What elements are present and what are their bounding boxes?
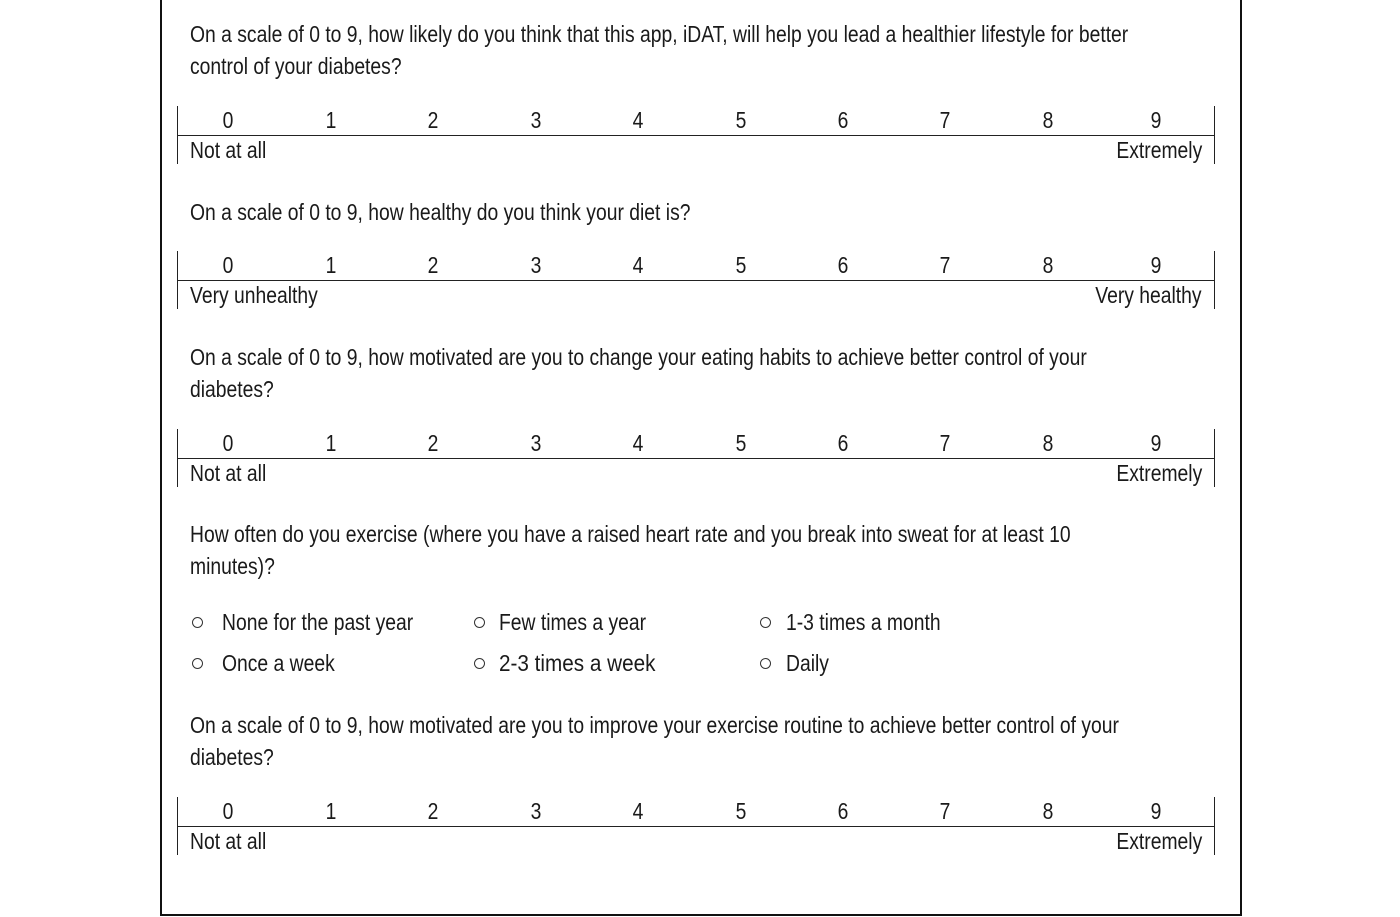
- scale-value-2[interactable]: 2: [427, 107, 439, 133]
- scale-value-7[interactable]: 7: [939, 252, 951, 278]
- scale-value-9[interactable]: 9: [1150, 107, 1162, 133]
- scale-value-7[interactable]: 7: [939, 798, 951, 824]
- scale-value-4[interactable]: 4: [632, 252, 644, 278]
- scale-max-label: Extremely: [1116, 828, 1202, 854]
- scale-value-0[interactable]: 0: [222, 252, 234, 278]
- scale-value-2[interactable]: 2: [427, 252, 439, 278]
- scale-max-label: Extremely: [1116, 137, 1202, 163]
- option-label: Few times a year: [499, 609, 647, 635]
- radio-icon[interactable]: [474, 658, 485, 669]
- scale-value-5[interactable]: 5: [735, 430, 747, 456]
- question-4-text: minutes)?: [190, 553, 275, 579]
- scale-value-0[interactable]: 0: [222, 798, 234, 824]
- scale-value-1[interactable]: 1: [325, 252, 337, 278]
- radio-icon[interactable]: [474, 617, 485, 628]
- scale-line: [177, 280, 1215, 281]
- scale-value-5[interactable]: 5: [735, 798, 747, 824]
- scale-max-label: Extremely: [1116, 460, 1202, 486]
- question-1-text: control of your diabetes?: [190, 53, 402, 79]
- radio-icon[interactable]: [760, 658, 771, 669]
- scale-max-label: Very healthy: [1095, 282, 1202, 308]
- scale-value-8[interactable]: 8: [1042, 798, 1054, 824]
- scale-value-3[interactable]: 3: [530, 252, 542, 278]
- radio-icon[interactable]: [192, 617, 203, 628]
- scale-value-1[interactable]: 1: [325, 107, 337, 133]
- scale-value-9[interactable]: 9: [1150, 430, 1162, 456]
- question-5-text: On a scale of 0 to 9, how motivated are you to improve your exercise routine to achieve better control of your: [190, 712, 1119, 738]
- option-label: 1-3 times a month: [786, 609, 941, 635]
- scale-line: [177, 826, 1215, 827]
- question-4-text: How often do you exercise (where you have a raised heart rate and you break into sweat for at least 10: [190, 521, 1071, 547]
- rating-scale-q1[interactable]: [177, 106, 1215, 164]
- scale-value-8[interactable]: 8: [1042, 252, 1054, 278]
- option-label: Once a week: [222, 650, 335, 676]
- scale-value-8[interactable]: 8: [1042, 107, 1054, 133]
- scale-value-6[interactable]: 6: [837, 252, 849, 278]
- radio-icon[interactable]: [760, 617, 771, 628]
- scale-min-label: Not at all: [190, 828, 267, 854]
- scale-value-1[interactable]: 1: [325, 798, 337, 824]
- question-5-text: diabetes?: [190, 744, 274, 770]
- scale-value-5[interactable]: 5: [735, 252, 747, 278]
- scale-value-0[interactable]: 0: [222, 430, 234, 456]
- scale-value-7[interactable]: 7: [939, 107, 951, 133]
- scale-value-2[interactable]: 2: [427, 798, 439, 824]
- scale-value-3[interactable]: 3: [530, 430, 542, 456]
- question-3-text: On a scale of 0 to 9, how motivated are you to change your eating habits to achieve better control of your: [190, 344, 1087, 370]
- scale-value-3[interactable]: 3: [530, 107, 542, 133]
- rating-scale-q2[interactable]: [177, 251, 1215, 309]
- scale-value-6[interactable]: 6: [837, 798, 849, 824]
- scale-value-8[interactable]: 8: [1042, 430, 1054, 456]
- scale-value-6[interactable]: 6: [837, 430, 849, 456]
- scale-min-label: Not at all: [190, 137, 267, 163]
- question-3-text: diabetes?: [190, 376, 274, 402]
- scale-value-4[interactable]: 4: [632, 107, 644, 133]
- scale-value-9[interactable]: 9: [1150, 798, 1162, 824]
- rating-scale-q3[interactable]: [177, 429, 1215, 487]
- scale-value-1[interactable]: 1: [325, 430, 337, 456]
- radio-icon[interactable]: [192, 658, 203, 669]
- scale-value-6[interactable]: 6: [837, 107, 849, 133]
- option-label: 2-3 times a week: [499, 650, 656, 676]
- scale-value-0[interactable]: 0: [222, 107, 234, 133]
- scale-line: [177, 135, 1215, 136]
- scale-value-9[interactable]: 9: [1150, 252, 1162, 278]
- option-label: Daily: [786, 650, 829, 676]
- scale-value-4[interactable]: 4: [632, 430, 644, 456]
- rating-scale-q5[interactable]: [177, 797, 1215, 855]
- question-2-text: On a scale of 0 to 9, how healthy do you think your diet is?: [190, 199, 691, 225]
- scale-value-5[interactable]: 5: [735, 107, 747, 133]
- option-label: None for the past year: [222, 609, 414, 635]
- scale-min-label: Not at all: [190, 460, 267, 486]
- scale-line: [177, 458, 1215, 459]
- scale-value-4[interactable]: 4: [632, 798, 644, 824]
- scale-value-7[interactable]: 7: [939, 430, 951, 456]
- scale-min-label: Very unhealthy: [190, 282, 318, 308]
- question-1-text: On a scale of 0 to 9, how likely do you think that this app, iDAT, will help you lead a healthier lifestyle for better: [190, 21, 1129, 47]
- scale-value-3[interactable]: 3: [530, 798, 542, 824]
- scale-value-2[interactable]: 2: [427, 430, 439, 456]
